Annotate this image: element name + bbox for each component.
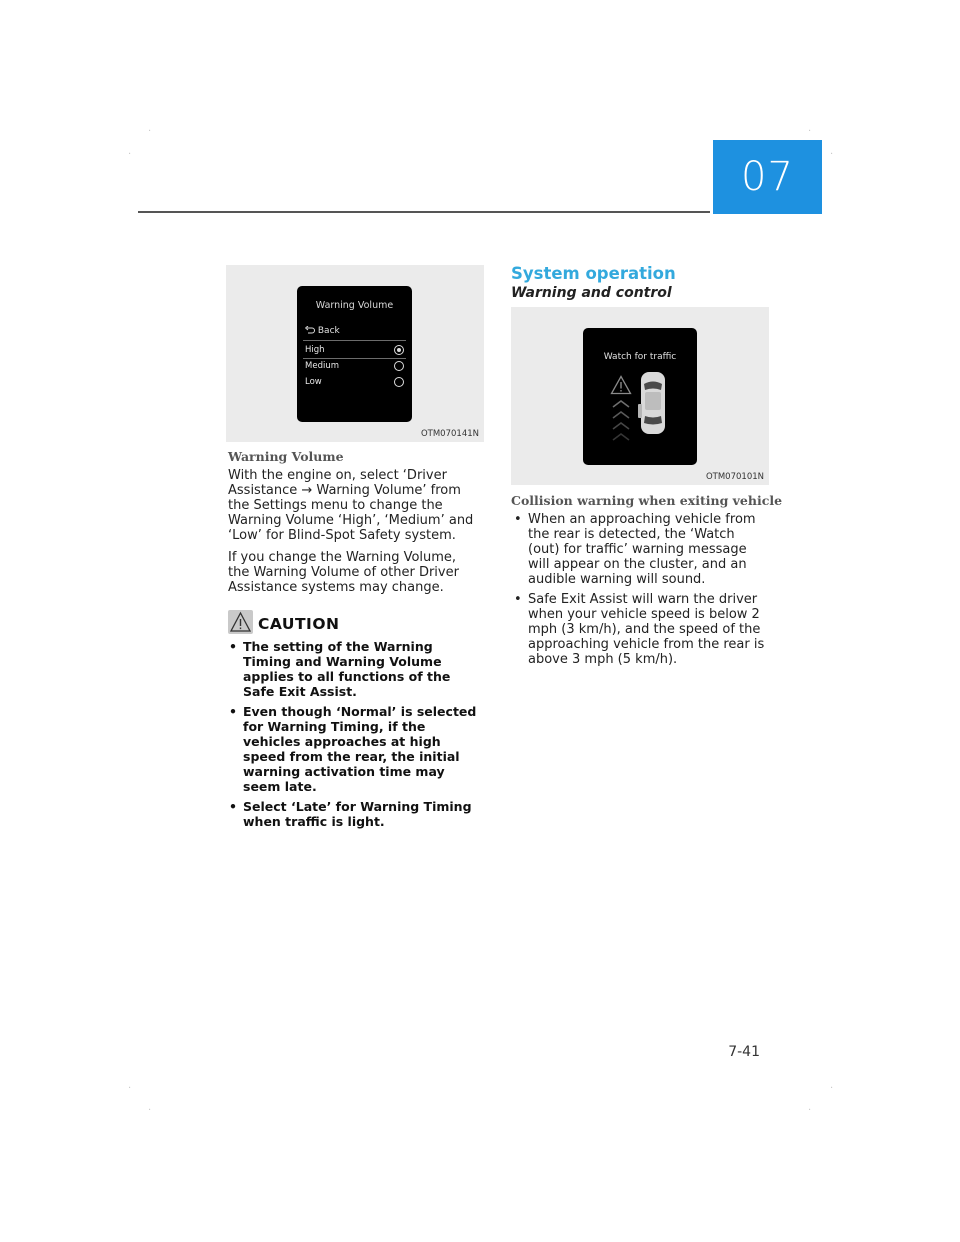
list-item: • Select ‘Late’ for Warning Timing when traffic is light. bbox=[228, 799, 478, 829]
radio-selected-icon bbox=[394, 345, 404, 355]
option-label: High bbox=[305, 345, 325, 355]
collision-warning-heading: Collision warning when exiting vehicle bbox=[511, 493, 783, 508]
option-low bbox=[305, 375, 404, 389]
crop-mark: · bbox=[128, 149, 132, 160]
divider bbox=[303, 340, 406, 341]
crop-mark: · bbox=[128, 1083, 132, 1094]
chapter-number: 07 bbox=[741, 154, 794, 200]
back-item bbox=[305, 326, 340, 336]
option-label: Medium bbox=[305, 361, 339, 371]
crop-mark: · bbox=[808, 126, 812, 137]
collision-warning-list bbox=[513, 512, 765, 672]
crop-mark: · bbox=[830, 149, 834, 160]
option-label: Low bbox=[305, 377, 322, 387]
screen-title: Warning Volume bbox=[315, 300, 394, 311]
cluster-screen bbox=[583, 328, 697, 465]
vehicle-top-view-icon bbox=[638, 370, 668, 436]
caution-title: CAUTION bbox=[258, 615, 340, 633]
list-item: • Safe Exit Assist will warn the driver when your vehicle speed is below 2 mph (3 km/h), and the speed of the approaching vehicle from the rear is above 3 mph (5 km/h). bbox=[513, 592, 765, 667]
cluster-screen bbox=[297, 286, 412, 422]
warning-triangle-icon bbox=[228, 610, 253, 634]
section-subtitle: Warning and control bbox=[511, 285, 672, 301]
watch-traffic-figure bbox=[511, 307, 769, 485]
approach-chevrons-icon bbox=[610, 398, 632, 444]
screen-title: Watch for traffic bbox=[603, 352, 677, 362]
warning-triangle-icon bbox=[610, 375, 632, 395]
radio-empty-icon bbox=[394, 361, 404, 371]
list-item: • Even though ‘Normal’ is selected for Warning Timing, if the vehicles approaches at high speed from the rear, the initial warning activation time may seem late. bbox=[228, 704, 478, 794]
figure-code: OTM070141N bbox=[420, 429, 479, 439]
option-high bbox=[305, 343, 404, 357]
radio-empty-icon bbox=[394, 377, 404, 387]
figure-code: OTM070101N bbox=[705, 472, 764, 482]
warning-volume-figure bbox=[226, 265, 484, 442]
crop-mark: · bbox=[148, 126, 152, 137]
warning-volume-heading: Warning Volume bbox=[228, 449, 344, 464]
crop-mark: · bbox=[808, 1105, 812, 1116]
section-title: System operation bbox=[511, 264, 676, 283]
option-medium bbox=[305, 359, 404, 373]
crop-mark: · bbox=[830, 1083, 834, 1094]
list-item: • When an approaching vehicle from the rear is detected, the ‘Watch (out) for traffic’ warning message will appear on the cluster, and an audible warning will sound. bbox=[513, 512, 765, 587]
crop-mark: · bbox=[148, 1105, 152, 1116]
page-number: 7-41 bbox=[728, 1044, 760, 1060]
paragraph: With the engine on, select ‘Driver Assistance → Warning Volume’ from the Settings menu to change the Warning Volume ‘High’, ‘Medium’ and ‘Low’ for Blind-Spot Safety system. bbox=[228, 468, 474, 543]
list-item: • The setting of the Warning Timing and Warning Volume applies to all functions of the Safe Exit Assist. bbox=[228, 639, 478, 699]
header-rule bbox=[138, 211, 710, 213]
back-label: Back bbox=[317, 326, 340, 336]
caution-list bbox=[228, 639, 478, 834]
paragraph: If you change the Warning Volume, the Warning Volume of other Driver Assistance systems may change. bbox=[228, 550, 459, 595]
back-arrow-icon bbox=[305, 326, 315, 334]
chapter-tab bbox=[713, 140, 822, 214]
